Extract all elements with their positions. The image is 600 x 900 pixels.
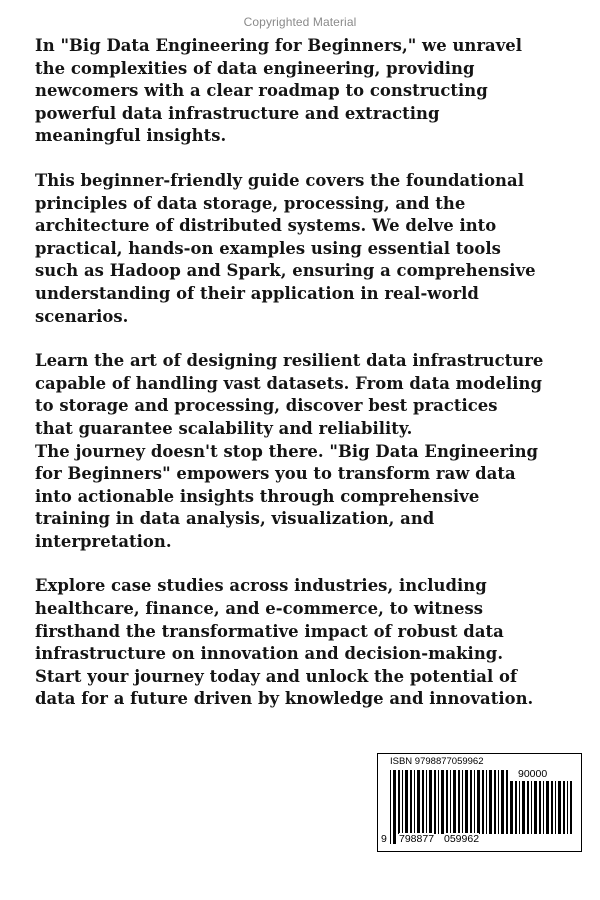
barcode-bar	[390, 770, 391, 844]
copyright-watermark-top: Copyrighted Material	[243, 15, 357, 29]
barcode-bar	[414, 770, 415, 834]
barcode-bar	[446, 770, 448, 834]
text-line: firsthand the transformative impact of robust data	[35, 621, 504, 641]
text-line: The journey doesn't stop there. "Big Data Engineering	[35, 441, 539, 461]
text-line: architecture of distributed systems. We delve into	[35, 216, 497, 236]
barcode-bar	[458, 770, 460, 834]
barcode-bar	[441, 770, 444, 834]
text-line: powerful data infrastructure and extracting	[35, 103, 440, 123]
barcode-bar	[434, 770, 436, 834]
text-line: infrastructure on innovation and decision-making.	[35, 644, 504, 664]
barcode-bar	[551, 781, 553, 834]
barcode-bar	[515, 781, 517, 834]
text-line: the complexities of data engineering, providing	[35, 58, 475, 78]
barcode-bar	[555, 781, 556, 834]
barcode-bar	[489, 770, 492, 834]
barcode-bar	[398, 770, 400, 834]
text-line: healthcare, finance, and e-commerce, to witness	[35, 599, 483, 619]
barcode-bar	[531, 781, 532, 834]
barcode-bar	[438, 770, 439, 834]
text-line: for Beginners" empowers you to transform raw data	[35, 464, 516, 484]
text-line: scenarios.	[35, 306, 129, 326]
barcode-bar	[570, 781, 572, 834]
barcode-bar	[567, 781, 568, 834]
back-cover-description	[35, 35, 595, 733]
barcode-bar	[462, 770, 463, 834]
paragraph-intro	[35, 35, 595, 148]
barcode-bar	[506, 770, 508, 834]
isbn-barcode	[377, 753, 582, 852]
text-line: This beginner-friendly guide covers the foundational	[35, 170, 524, 190]
barcode-bar	[393, 770, 396, 844]
barcode-bar	[426, 770, 427, 834]
text-line: such as Hadoop and Spark, ensuring a comprehensive	[35, 261, 536, 281]
barcode-bar	[453, 770, 456, 834]
barcode-bar	[477, 770, 480, 834]
text-line: to storage and processing, discover best practices	[35, 396, 498, 416]
barcode-bar	[405, 770, 408, 834]
barcode-bar	[474, 770, 475, 834]
text-line: practical, hands-on examples using essential tools	[35, 238, 501, 258]
barcode-digits-right: 059962	[444, 833, 480, 845]
barcode-bar	[527, 781, 529, 834]
barcode-bar	[534, 781, 537, 834]
text-line: capable of handling vast datasets. From data modeling	[35, 373, 543, 393]
text-line: meaningful insights.	[35, 126, 227, 146]
barcode-bar	[429, 770, 432, 834]
paragraph-case-studies	[35, 575, 595, 711]
price-code-label: 90000	[518, 768, 548, 780]
barcode-bar	[417, 770, 420, 834]
barcode-bar	[450, 770, 451, 834]
barcode-bar	[402, 770, 403, 834]
addon-barcode-bars	[510, 781, 572, 844]
barcode-bar	[410, 770, 412, 834]
barcode-bar	[522, 781, 525, 834]
paragraph-design	[35, 350, 595, 553]
text-line: principles of data storage, processing, and the	[35, 193, 466, 213]
barcode-bar	[563, 781, 565, 834]
barcode-bar	[486, 770, 487, 834]
barcode-bar	[543, 781, 544, 834]
text-line: understanding of their application in real-world	[35, 283, 479, 303]
barcode-digit-lead: 9	[381, 833, 387, 845]
text-line: into actionable insights through comprehensive	[35, 486, 480, 506]
barcode-bar	[494, 770, 496, 834]
text-line: that guarantee scalability and reliability.	[35, 418, 413, 438]
paragraph-guide	[35, 170, 595, 328]
text-line: training in data analysis, visualization, and	[35, 509, 435, 529]
barcode-digits-left: 798877	[399, 833, 435, 845]
text-line: interpretation.	[35, 531, 172, 551]
text-line: data for a future driven by knowledge and innovation.	[35, 689, 534, 709]
text-line: In "Big Data Engineering for Beginners," we unravel	[35, 36, 523, 55]
barcode-bar	[546, 781, 549, 834]
isbn-label: ISBN 9798877059962	[390, 756, 484, 767]
text-line: Explore case studies across industries, including	[35, 576, 487, 596]
barcode-bar	[422, 770, 424, 834]
barcode-bar	[501, 770, 504, 834]
barcode-bar	[510, 781, 513, 834]
barcode-bar	[558, 781, 561, 834]
text-line: newcomers with a clear roadmap to constructing	[35, 81, 488, 101]
text-line: Learn the art of designing resilient data infrastructure	[35, 351, 544, 371]
barcode-bar	[482, 770, 484, 834]
text-line: Start your journey today and unlock the potential of	[35, 666, 518, 686]
barcode-bar	[498, 770, 499, 834]
barcode-bar	[539, 781, 541, 834]
barcode-bar	[519, 781, 520, 834]
